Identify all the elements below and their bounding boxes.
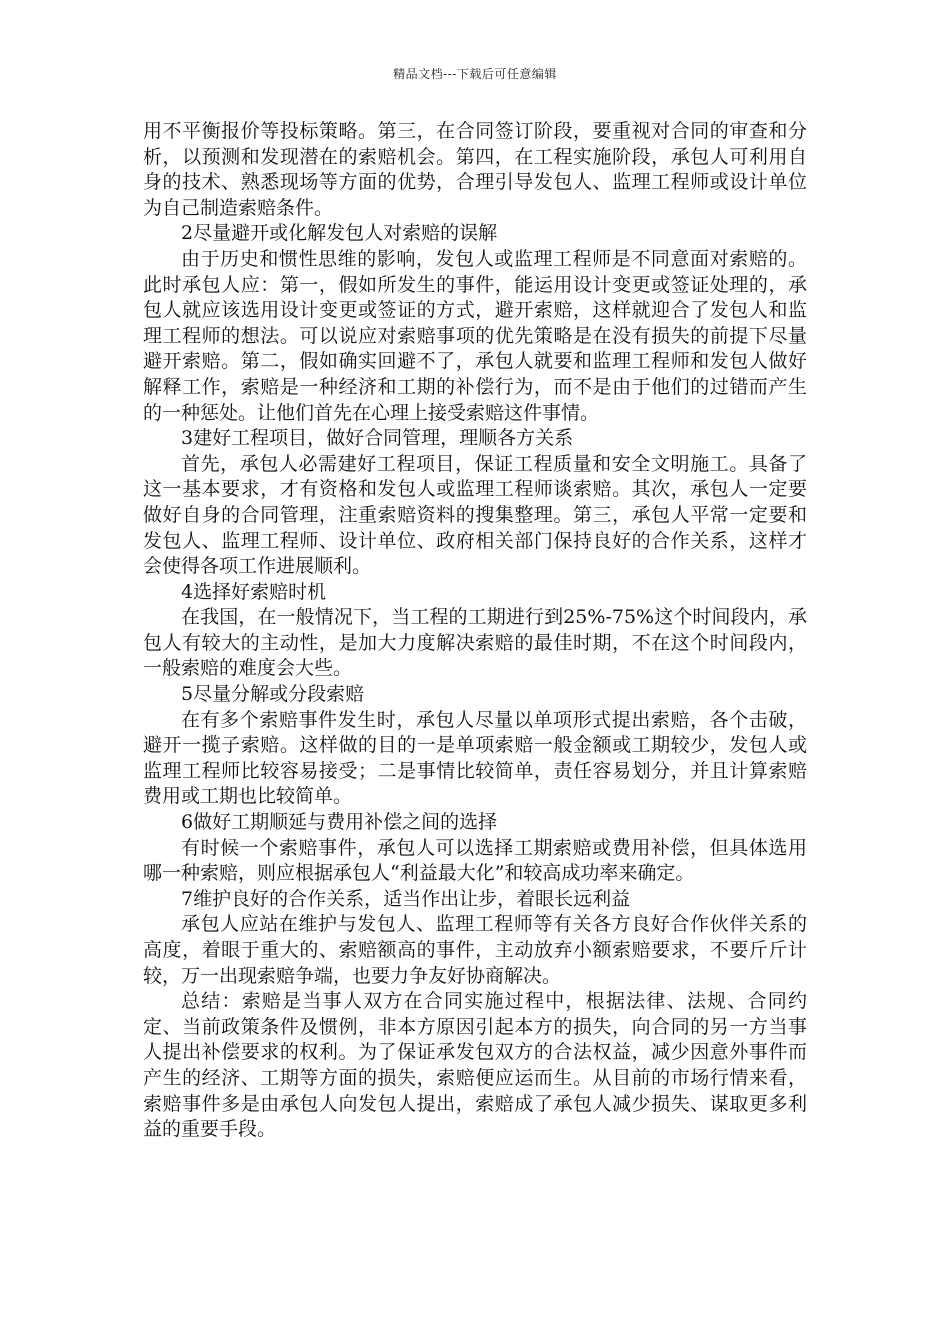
paragraph: 在我国，在一般情况下，当工程的工期进行到25%-75%这个时间段内，承包人有较大的主动性，是加大力度解决索赔的最佳时期，不在这个时间段内，一般索赔的难度会大些。 [143, 606, 807, 680]
paragraph: 承包人应站在维护与发包人、监理工程师等有关各方良好合作伙伴关系的高度，着眼于重大的、索赔额高的事件，主动放弃小额索赔要求，不要斤斤计较，万一出现索赔争端，也要力争友好协商解决。 [143, 913, 807, 987]
paragraph: 由于历史和惯性思维的影响，发包人或监理工程师是不同意面对索赔的。此时承包人应：第一，假如所发生的事件，能运用设计变更或签证处理的，承包人就应该选用设计变更或签证的方式，避开索赔，这样就迎合了发包人和监理工程师的想法。可以说应对索赔事项的优先策略是在没有损失的前提下尽量避开索赔。第二，假如确实回避不了，承包人就要和监理工程师和发包人做好解释工作，索赔是一种经济和工期的补偿行为，而不是由于他们的过错而产生的一种惩处。让他们首先在心理上接受索赔这件事情。 [143, 247, 807, 424]
section-heading-4: 4选择好索赔时机 [181, 580, 327, 603]
paragraph: 在有多个索赔事件发生时，承包人尽量以单项形式提出索赔，各个击破，避开一揽子索赔。这样做的目的一是单项索赔一般金额或工期较少，发包人或监理工程师比较容易接受；二是事情比较简单，责任容易划分，并且计算索赔费用或工期也比较简单。 [143, 708, 807, 808]
paragraph: 首先，承包人必需建好工程项目，保证工程质量和安全文明施工。具备了这一基本要求，才有资格和发包人或监理工程师谈索赔。其次，承包人一定要做好自身的合同管理，注重索赔资料的搜集整理。第三，承包人平常一定要和发包人、监理工程师、设计单位、政府相关部门保持良好的合作关系，这样才会使得各项工作进展顺利。 [143, 452, 807, 578]
section-heading-7: 7维护良好的合作关系，适当作出让步，着眼长远利益 [181, 887, 631, 910]
section-heading-2: 2尽量避开或化解发包人对索赔的误解 [181, 222, 498, 245]
section-heading-3: 3建好工程项目，做好合同管理，理顺各方关系 [181, 427, 574, 450]
section-heading-6: 6做好工期顺延与费用补偿之间的选择 [181, 811, 498, 834]
page-header: 精品文档---下载后可任意编辑 [393, 67, 557, 81]
paragraph: 有时候一个索赔事件，承包人可以选择工期索赔或费用补偿，但具体选用哪一种索赔，则应根据承包人“利益最大化”和较高成功率来确定。 [143, 836, 807, 885]
summary-paragraph: 总结：索赔是当事人双方在合同实施过程中，根据法律、法规、合同约定、当前政策条件及惯例，非本方原因引起本方的损失，向合同的另一方当事人提出补偿要求的权利。为了保证承发包双方的合法权益，减少因意外事件而产生的经济、工期等方面的损失，索赔便应运而生。从目前的市场行情来看，索赔事件多是由承包人向发包人提出，索赔成了承包人减少损失、谋取更多利益的重要手段。 [143, 990, 807, 1141]
section-heading-5: 5尽量分解或分段索赔 [181, 683, 365, 706]
paragraph-continuation: 用不平衡报价等投标策略。第三，在合同签订阶段，要重视对合同的审查和分析，以预测和发现潜在的索赔机会。第四，在工程实施阶段，承包人可利用自身的技术、熟悉现场等方面的优势，合理引导发包人、监理工程师或设计单位为自己制造索赔条件。 [143, 120, 807, 219]
document-body [143, 119, 807, 1143]
